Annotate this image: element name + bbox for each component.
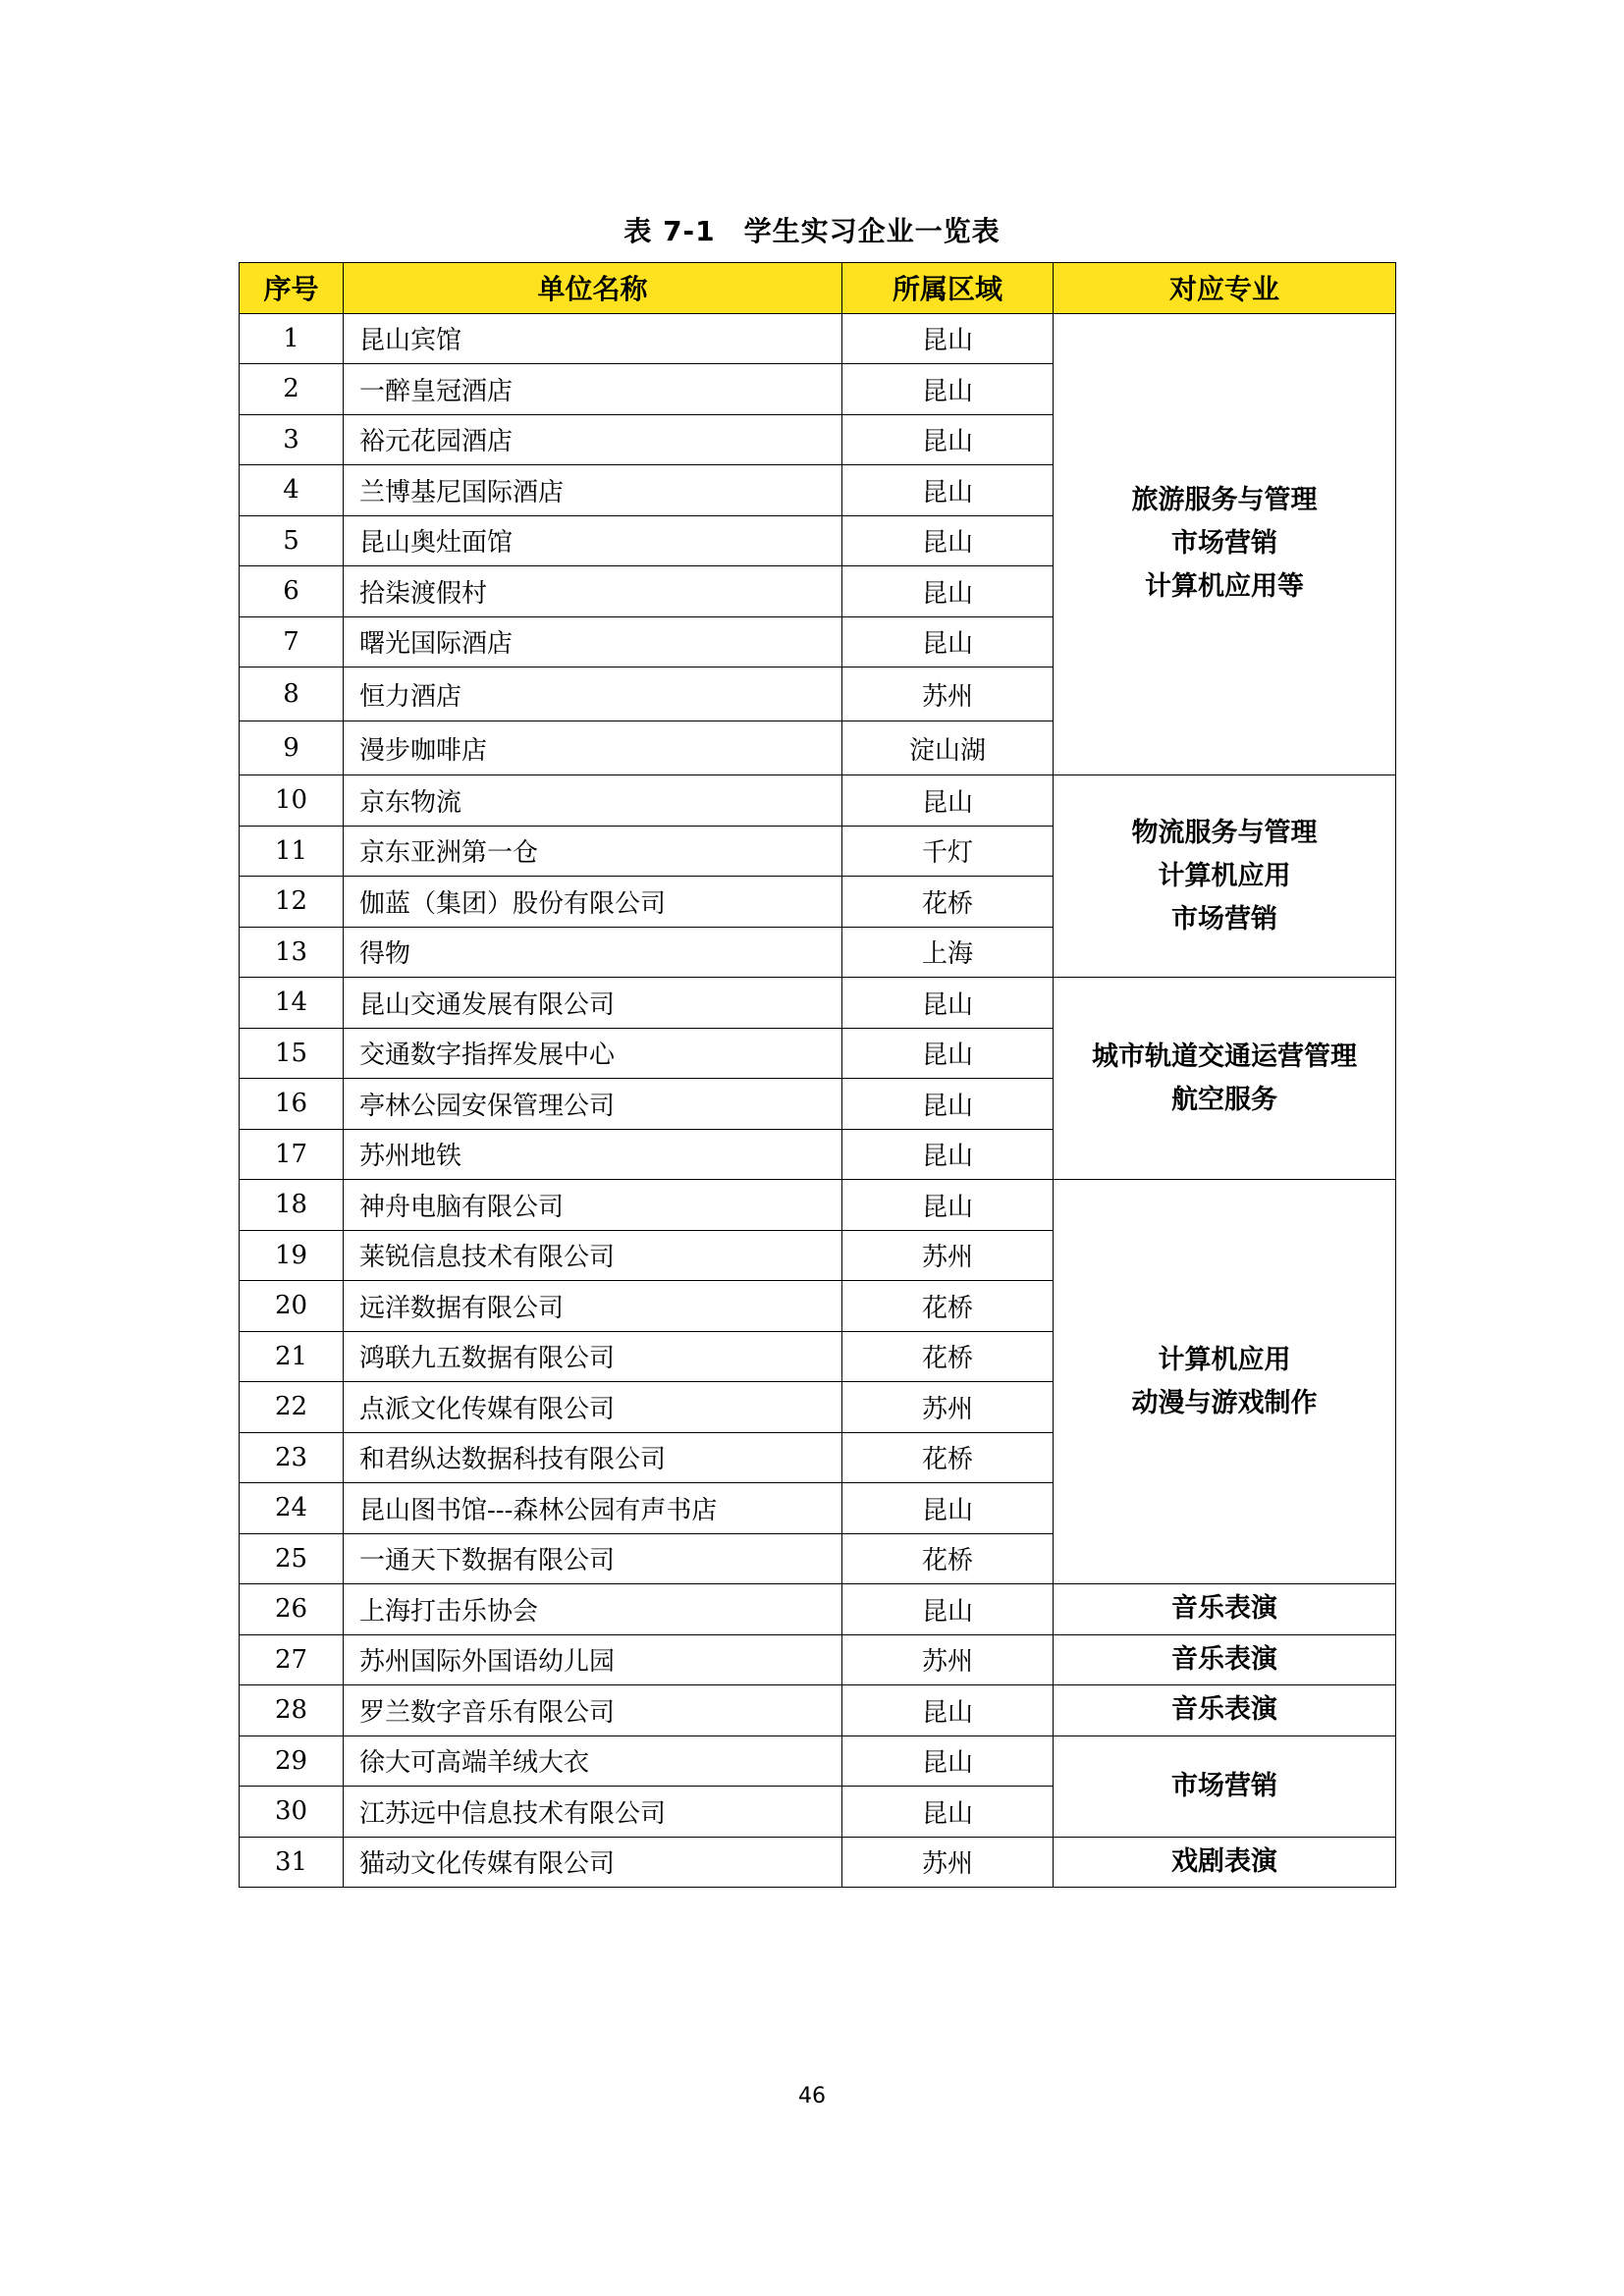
major-line: 市场营销 <box>1171 1770 1277 1801</box>
major-line: 计算机应用 <box>1158 860 1291 891</box>
region-cell: 苏州 <box>842 1634 1054 1685</box>
region-cell: 苏州 <box>842 1230 1054 1281</box>
major-line: 航空服务 <box>1171 1084 1277 1115</box>
company-name-cell: 兰博基尼国际酒店 <box>344 465 842 516</box>
internship-companies-table <box>239 262 1396 1888</box>
company-name-cell: 远洋数据有限公司 <box>344 1281 842 1332</box>
serial-number-cell: 20 <box>240 1281 344 1332</box>
region-cell: 苏州 <box>842 667 1054 721</box>
table-row <box>240 1584 1396 1635</box>
region-cell: 苏州 <box>842 1837 1054 1888</box>
company-name-cell: 苏州地铁 <box>344 1129 842 1180</box>
table-header-row <box>240 263 1396 314</box>
company-name-cell: 点派文化传媒有限公司 <box>344 1382 842 1433</box>
major-line: 市场营销 <box>1171 903 1277 934</box>
major-cell <box>1054 1584 1396 1635</box>
serial-number-cell: 2 <box>240 364 344 415</box>
major-cell <box>1054 1685 1396 1736</box>
major-line: 音乐表演 <box>1171 1593 1277 1625</box>
serial-number-cell: 4 <box>240 465 344 516</box>
table-row <box>240 1735 1396 1787</box>
serial-number-cell: 21 <box>240 1331 344 1382</box>
table-row <box>240 1685 1396 1736</box>
serial-number-cell: 8 <box>240 667 344 721</box>
region-cell: 昆山 <box>842 1483 1054 1534</box>
serial-number-cell: 13 <box>240 927 344 978</box>
company-name-cell: 罗兰数字音乐有限公司 <box>344 1685 842 1736</box>
table-row <box>240 1180 1396 1231</box>
region-cell: 昆山 <box>842 1787 1054 1838</box>
company-name-cell: 交通数字指挥发展中心 <box>344 1028 842 1079</box>
table-row <box>240 1837 1396 1888</box>
serial-number-cell: 15 <box>240 1028 344 1079</box>
region-cell: 昆山 <box>842 313 1054 364</box>
company-name-cell: 江苏远中信息技术有限公司 <box>344 1787 842 1838</box>
region-cell: 花桥 <box>842 1331 1054 1382</box>
major-line: 旅游服务与管理 <box>1131 485 1318 516</box>
company-name-cell: 昆山图书馆---森林公园有声书店 <box>344 1483 842 1534</box>
serial-number-cell: 24 <box>240 1483 344 1534</box>
major-cell <box>1054 978 1396 1180</box>
region-cell: 昆山 <box>842 616 1054 667</box>
serial-number-cell: 29 <box>240 1735 344 1787</box>
major-line: 戏剧表演 <box>1171 1845 1277 1877</box>
region-cell: 千灯 <box>842 826 1054 877</box>
table-row <box>240 313 1396 364</box>
region-cell: 昆山 <box>842 1685 1054 1736</box>
major-line: 计算机应用等 <box>1145 571 1304 603</box>
company-name-cell: 亭林公园安保管理公司 <box>344 1079 842 1130</box>
serial-number-cell: 26 <box>240 1584 344 1635</box>
company-name-cell: 徐大可高端羊绒大衣 <box>344 1735 842 1787</box>
major-line: 市场营销 <box>1171 528 1277 560</box>
serial-number-cell: 23 <box>240 1432 344 1483</box>
serial-number-cell: 22 <box>240 1382 344 1433</box>
region-cell: 昆山 <box>842 1735 1054 1787</box>
serial-number-cell: 5 <box>240 515 344 566</box>
serial-number-cell: 27 <box>240 1634 344 1685</box>
company-name-cell: 昆山交通发展有限公司 <box>344 978 842 1029</box>
table-row <box>240 1634 1396 1685</box>
region-cell: 昆山 <box>842 978 1054 1029</box>
serial-number-cell: 31 <box>240 1837 344 1888</box>
company-name-cell: 恒力酒店 <box>344 667 842 721</box>
table-row <box>240 775 1396 827</box>
region-cell: 昆山 <box>842 1180 1054 1231</box>
major-cell <box>1054 1180 1396 1584</box>
region-cell: 昆山 <box>842 566 1054 617</box>
region-cell: 昆山 <box>842 1028 1054 1079</box>
company-name-cell: 苏州国际外国语幼儿园 <box>344 1634 842 1685</box>
company-name-cell: 曙光国际酒店 <box>344 616 842 667</box>
company-name-cell: 一醉皇冠酒店 <box>344 364 842 415</box>
serial-number-cell: 11 <box>240 826 344 877</box>
company-name-cell: 一通天下数据有限公司 <box>344 1533 842 1584</box>
region-cell: 昆山 <box>842 515 1054 566</box>
table-title: 表 7-1 学生实习企业一览表 <box>623 215 1001 247</box>
serial-number-cell: 19 <box>240 1230 344 1281</box>
serial-number-cell: 3 <box>240 414 344 465</box>
major-line: 音乐表演 <box>1171 1643 1277 1675</box>
serial-number-cell: 17 <box>240 1129 344 1180</box>
serial-number-cell: 7 <box>240 616 344 667</box>
serial-number-cell: 25 <box>240 1533 344 1584</box>
region-cell: 昆山 <box>842 775 1054 827</box>
header-region: 所属区域 <box>842 263 1054 314</box>
serial-number-cell: 30 <box>240 1787 344 1838</box>
page-number: 46 <box>798 2084 826 2109</box>
company-name-cell: 拾柒渡假村 <box>344 566 842 617</box>
company-name-cell: 京东物流 <box>344 775 842 827</box>
serial-number-cell: 6 <box>240 566 344 617</box>
region-cell: 昆山 <box>842 364 1054 415</box>
region-cell: 昆山 <box>842 465 1054 516</box>
region-cell: 昆山 <box>842 1129 1054 1180</box>
serial-number-cell: 28 <box>240 1685 344 1736</box>
table-row <box>240 978 1396 1029</box>
major-cell <box>1054 775 1396 978</box>
major-cell <box>1054 1837 1396 1888</box>
major-line: 计算机应用 <box>1158 1344 1291 1375</box>
region-cell: 昆山 <box>842 1584 1054 1635</box>
region-cell: 花桥 <box>842 1281 1054 1332</box>
major-cell <box>1054 1735 1396 1837</box>
major-line: 物流服务与管理 <box>1131 817 1318 848</box>
region-cell: 花桥 <box>842 877 1054 928</box>
company-name-cell: 昆山奥灶面馆 <box>344 515 842 566</box>
serial-number-cell: 12 <box>240 877 344 928</box>
company-name-cell: 莱锐信息技术有限公司 <box>344 1230 842 1281</box>
company-name-cell: 裕元花园酒店 <box>344 414 842 465</box>
header-company-name: 单位名称 <box>344 263 842 314</box>
header-serial-number: 序号 <box>240 263 344 314</box>
serial-number-cell: 16 <box>240 1079 344 1130</box>
company-name-cell: 神舟电脑有限公司 <box>344 1180 842 1231</box>
company-name-cell: 昆山宾馆 <box>344 313 842 364</box>
major-line: 动漫与游戏制作 <box>1131 1387 1318 1418</box>
serial-number-cell: 10 <box>240 775 344 827</box>
company-name-cell: 鸿联九五数据有限公司 <box>344 1331 842 1382</box>
region-cell: 昆山 <box>842 1079 1054 1130</box>
region-cell: 花桥 <box>842 1432 1054 1483</box>
region-cell: 苏州 <box>842 1382 1054 1433</box>
header-major: 对应专业 <box>1054 263 1396 314</box>
region-cell: 淀山湖 <box>842 721 1054 775</box>
major-cell <box>1054 1634 1396 1685</box>
serial-number-cell: 14 <box>240 978 344 1029</box>
serial-number-cell: 9 <box>240 721 344 775</box>
region-cell: 花桥 <box>842 1533 1054 1584</box>
company-name-cell: 上海打击乐协会 <box>344 1584 842 1635</box>
company-name-cell: 京东亚洲第一仓 <box>344 826 842 877</box>
major-line: 音乐表演 <box>1171 1694 1277 1726</box>
company-name-cell: 得物 <box>344 927 842 978</box>
region-cell: 昆山 <box>842 414 1054 465</box>
serial-number-cell: 1 <box>240 313 344 364</box>
serial-number-cell: 18 <box>240 1180 344 1231</box>
region-cell: 上海 <box>842 927 1054 978</box>
major-line: 城市轨道交通运营管理 <box>1092 1041 1357 1072</box>
company-name-cell: 猫动文化传媒有限公司 <box>344 1837 842 1888</box>
major-cell <box>1054 313 1396 775</box>
company-name-cell: 和君纵达数据科技有限公司 <box>344 1432 842 1483</box>
company-name-cell: 漫步咖啡店 <box>344 721 842 775</box>
company-name-cell: 伽蓝（集团）股份有限公司 <box>344 877 842 928</box>
